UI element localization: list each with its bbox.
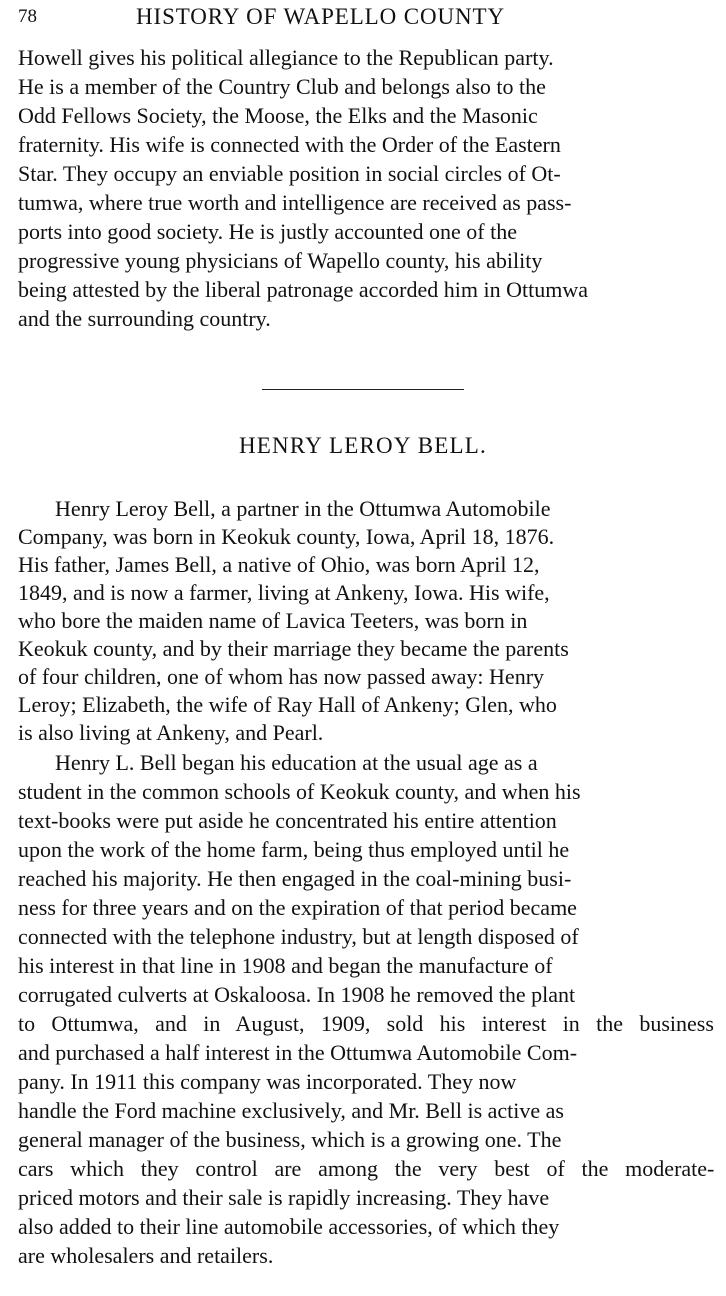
running-head [18, 2, 718, 34]
text-line: connected with the telephone industry, but at length disposed of [18, 924, 579, 949]
text-line: handle the Ford machine exclusively, and Mr. Bell is active as [18, 1098, 564, 1123]
text-line: fraternity. His wife is connected with the Order of the Eastern [18, 132, 561, 157]
text-line: He is a member of the Country Club and belongs also to the [18, 74, 546, 99]
text-line: and purchased a half interest in the Ottumwa Automobile Com- [18, 1040, 578, 1065]
text-line: who bore the maiden name of Lavica Teeters, was born in [18, 608, 528, 633]
text-line: of four children, one of whom has now passed away: Henry [18, 664, 545, 689]
text-line: text-books were put aside he concentrated his entire attention [18, 808, 557, 833]
text-line: to Ottumwa, and in August, 1909, sold his interest in the business [18, 1011, 714, 1036]
text-line: Henry Leroy Bell, a partner in the Ottumwa Automobile [55, 496, 551, 521]
page-number: 78 [18, 6, 37, 27]
text-line: is also living at Ankeny, and Pearl. [18, 720, 324, 745]
text-line: 1849, and is now a farmer, living at Ankeny, Iowa. His wife, [18, 580, 550, 605]
text-line: Howell gives his political allegiance to the Republican party. [18, 45, 554, 70]
text-line: are wholesalers and retailers. [18, 1243, 274, 1268]
text-line: and the surrounding country. [18, 306, 271, 331]
text-line: reached his majority. He then engaged in the coal-mining busi- [18, 866, 572, 891]
text-line: Leroy; Elizabeth, the wife of Ray Hall of Ankeny; Glen, who [18, 692, 557, 717]
text-line: cars which they control are among the very best of the moderate- [18, 1156, 715, 1181]
text-line: being attested by the liberal patronage accorded him in Ottumwa [18, 277, 588, 302]
text-line: tumwa, where true worth and intelligence are received as pass- [18, 190, 572, 215]
text-line: progressive young physicians of Wapello county, his ability [18, 248, 543, 273]
text-line: priced motors and their sale is rapidly increasing. They have [18, 1185, 550, 1210]
text-line: Henry L. Bell began his education at the usual age as a [55, 750, 538, 775]
section-divider [262, 389, 464, 390]
running-title: HISTORY OF WAPELLO COUNTY [136, 4, 506, 29]
text-line: Odd Fellows Society, the Moose, the Elks and the Masonic [18, 103, 538, 128]
text-line: upon the work of the home farm, being thus employed until he [18, 837, 570, 862]
text-line: Company, was born in Keokuk county, Iowa, April 18, 1876. [18, 524, 555, 549]
text-line: His father, James Bell, a native of Ohio, was born April 12, [18, 552, 540, 577]
text-line: also added to their line automobile accessories, of which they [18, 1214, 560, 1239]
text-line: corrugated culverts at Oskaloosa. In 1908 he removed the plant [18, 982, 576, 1007]
text-line: Star. They occupy an enviable position in social circles of Ot- [18, 161, 561, 186]
text-line: his interest in that line in 1908 and began the manufacture of [18, 953, 553, 978]
text-line: student in the common schools of Keokuk county, and when his [18, 779, 581, 804]
text-line: general manager of the business, which is a growing one. The [18, 1127, 562, 1152]
text-line: ports into good society. He is justly accounted one of the [18, 219, 517, 244]
article-title: HENRY LEROY BELL. [238, 433, 488, 458]
text-line: Keokuk county, and by their marriage they became the parents [18, 636, 569, 661]
text-line: ness for three years and on the expiration of that period became [18, 895, 577, 920]
text-line: pany. In 1911 this company was incorporated. They now [18, 1069, 517, 1094]
